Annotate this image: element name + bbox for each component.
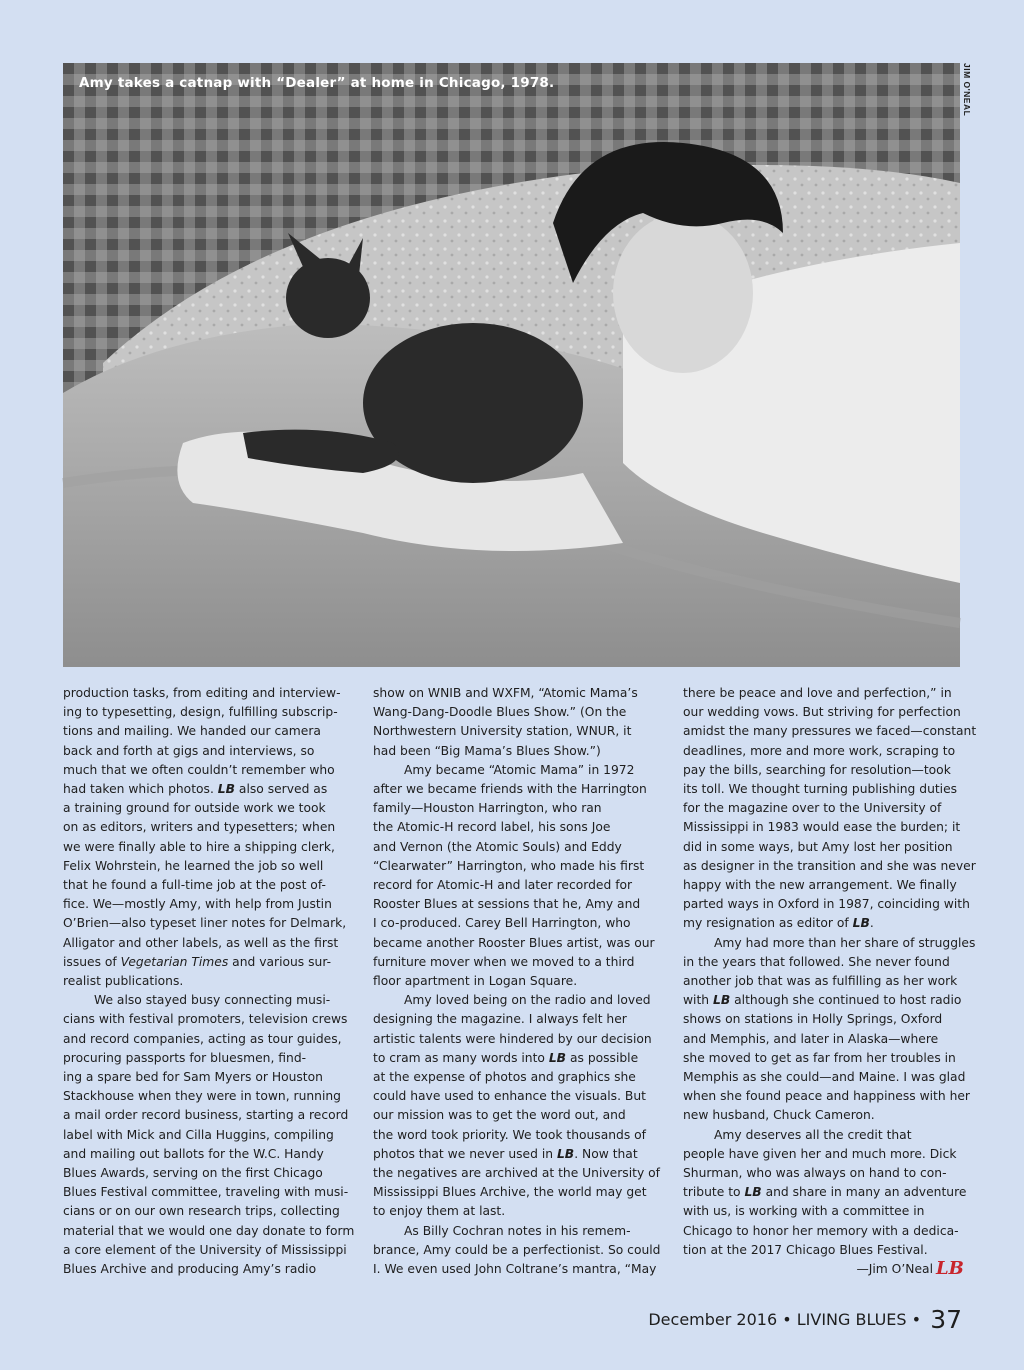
paragraph: production tasks, from editing and interview- ing to typesetting, design, fulfilling subscrip- tions and mailing. We handed our camera back and forth at gigs and interviews, so much that we often couldn’t remember who had taken which photos. LB also served as a training ground for outside work we took on as editors, writers and typesetters; when we were finally able to hire a shipping clerk, Felix Wohrstein, he learned the job so well that he found a full-time job at the post of- fice. We—mostly Amy, with help from Justin O’Brien—also typeset liner notes for Delmark, Alligator and other labels, as well as the first issues of Vegetarian Times and various sur- realist publications. [63,686,347,989]
paragraph: there be peace and love and perfection,” in our wedding vows. But striving for perfection amidst the many pressures we faced—constant deadlines, more and more work, scraping to pay the bills, searching for resolution—took its toll. We thought turning publishing duties for the magazine over to the University of Mississippi in 1983 would ease the burden; it did in some ways, but Amy lost her position as designer in the transition and she was never happy with the new arrangement. We finally parted ways in Oxford in 1987, coinciding with my resignation as editor of LB. [683,686,977,931]
lb-abbrev: LB [744,1185,762,1200]
lb-abbrev: LB [548,1050,567,1065]
cover-photo [63,63,960,667]
article-column-1 [63,684,355,1279]
lb-logo-icon [935,1255,964,1280]
paragraph: We also stayed busy connecting musi- cians with festival promoters, television crews and record companies, acting as tour guides, procuring passports for bluesmen, find- ing a spare bed for Sam Myers or Houston Stackhouse when they were in town, running a mail order record business, starting a record label with Mick and Cilla Huggins, compiling and mailing out ballots for the W.C. Handy Blues Awards, serving on the first Chicago Blues Festival committee, traveling with musi- cians or on our own research trips, collecting material that we would one day donate to form a core element of the University of Mississippi Blues Archive and producing Amy’s radio [63,993,355,1277]
paragraph: Amy had more than her share of struggles in the years that followed. She never found another job that was as fulfilling as her work with LB although she continued to host radio shows on stations in Holly Springs, Oxford and Memphis, and later in Alaska—where she moved to get as far from her troubles in Memphis as she could—and Maine. I was glad when she found peace and happiness with her new husband, Chuck Cameron. [683,935,976,1123]
lb-abbrev: LB [713,993,731,1008]
photo-credit: JIM O'NEAL [962,63,972,117]
photo-illustration [63,63,960,667]
paragraph: show on WNIB and WXFM, “Atomic Mama’s Wang-Dang-Doodle Blues Show.” (On the Northwestern University station, WNUR, it had been “Big Mama’s Blues Show.”) [373,686,638,758]
footer-issue: December 2016 • LIVING BLUES • [648,1310,922,1329]
lb-abbrev: LB [852,916,870,931]
lb-abbrev: LB [217,782,235,797]
page-footer [648,1305,962,1334]
paragraph: As Billy Cochran notes in his remem- brance, Amy could be a perfectionist. So could I. We even used John Coltrane’s mantra, “May [373,1223,661,1277]
author-signoff: —Jim O’Neal [856,1262,933,1277]
page-number: 37 [930,1305,962,1334]
lb-abbrev: LB [556,1146,575,1161]
svg-text:LB: LB [936,1258,964,1280]
signoff-block [683,1260,967,1279]
article-column-2 [373,684,661,1279]
face [613,213,753,373]
paragraph: Amy became “Atomic Mama” in 1972 after we became friends with the Harrington family—Houston Harrington, who ran the Atomic-H record label, his sons Joe and Vernon (the Atomic Souls) and Eddy “Clearwater” Harrington, who made his first record for Atomic-H and later recorded for Rooster Blues at sessions that he, Amy and I co-produced. Carey Bell Harrington, who became another Rooster Blues artist, was our furniture mover when we moved to a third floor apartment in Logan Square. [373,762,655,989]
paragraph: Amy loved being on the radio and loved designing the magazine. I always felt her artistic talents were hindered by our decision to cram as many words into LB as possible at the expense of photos and graphics she could have used to enhance the visuals. But our mission was to get the word out, and the word took priority. We took thousands of photos that we never used in LB. Now that the negatives are archived at the University of Mississippi Blues Archive, the world may get to enjoy them at last. [373,993,660,1219]
article-column-3 [683,684,977,1280]
magazine-title: Vegetarian Times [120,954,229,969]
paragraph: Amy deserves all the credit that people have given her and much more. Dick Shurman, who was always on hand to con- tribute to LB and share in many an adventure with us, is working with a committee in Chicago to honor her memory with a dedica- tion at the 2017 Chicago Blues Festival. [683,1127,967,1257]
photo-caption: Amy takes a catnap with “Dealer” at home in Chicago, 1978. [79,75,555,91]
